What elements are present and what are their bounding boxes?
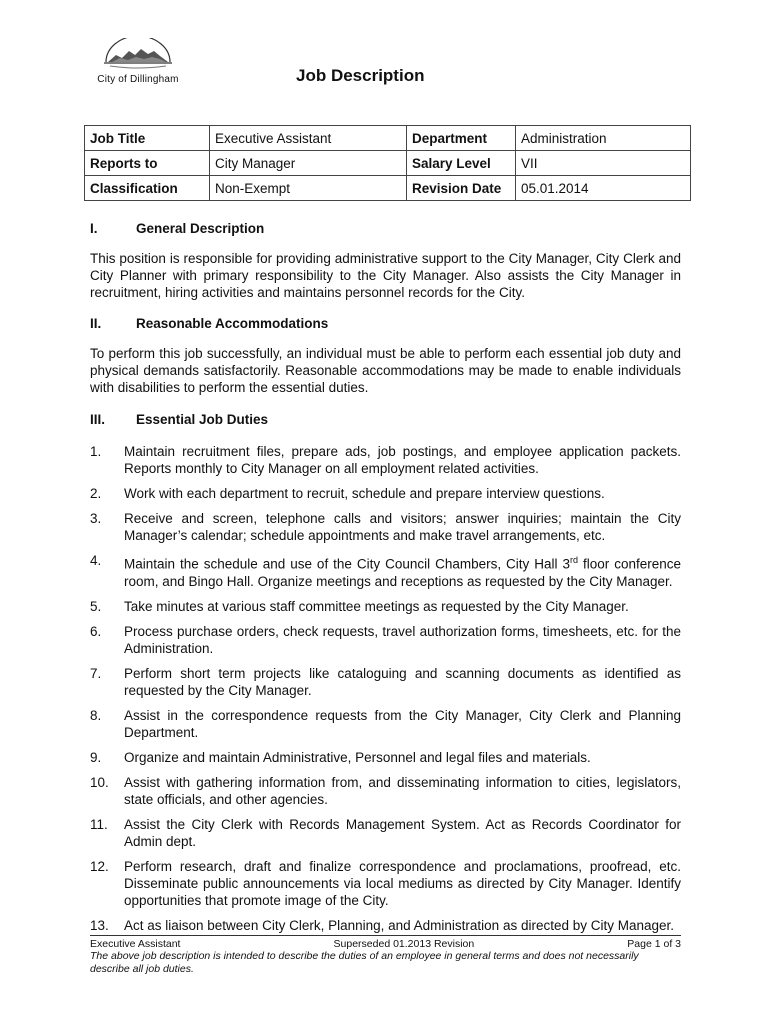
duty-number: 8.	[90, 707, 102, 723]
section-number: I.	[90, 221, 98, 236]
job-info-table	[84, 125, 691, 201]
duties-list	[90, 443, 681, 934]
department-label: Department	[407, 126, 516, 151]
department-value: Administration	[516, 126, 691, 151]
reports-to-value: City Manager	[210, 151, 407, 176]
list-item	[90, 665, 681, 699]
salary-level-value: VII	[516, 151, 691, 176]
page-footer	[90, 935, 681, 976]
duty-text: Take minutes at various staff committee meetings as requested by the City Manager.	[124, 598, 629, 614]
footer-revision: Superseded 01.2013 Revision	[333, 938, 475, 950]
duty-text: Maintain recruitment files, prepare ads, job postings, and employee application packets. Reports monthly to City Manager on all employment related activities.	[124, 444, 681, 476]
duty-number: 4.	[90, 553, 102, 568]
duty-number: 7.	[90, 665, 102, 681]
reports-to-label: Reports to	[85, 151, 210, 176]
list-item	[90, 858, 681, 909]
duty-text: Work with each department to recruit, schedule and prepare interview questions.	[124, 486, 605, 501]
revision-date-value: 05.01.2014	[516, 176, 691, 201]
section-title: General Description	[136, 221, 265, 236]
duty-number: 12.	[90, 858, 109, 874]
duty-text: Perform research, draft and finalize correspondence and proclamations, proofread, etc. Disseminate public announcements via local mediums as directed by City Manager. Identify opportunities that promote image of the City.	[124, 858, 681, 908]
page-title: Job Description	[296, 66, 425, 85]
duty-text: Assist in the correspondence requests from the City Manager, City Clerk and Planning Department.	[124, 707, 681, 740]
section-title: Reasonable Accommodations	[136, 316, 329, 331]
footer-row	[90, 938, 681, 950]
duty-number: 13.	[90, 917, 109, 933]
list-item	[90, 510, 681, 544]
duty-text: Receive and screen, telephone calls and visitors; answer inquiries; maintain the City Manager’s calendar; schedule appointments and make travel arrangements, etc.	[124, 511, 681, 543]
duty-number: 3.	[90, 511, 102, 526]
section-heading-duties	[90, 411, 681, 428]
list-item	[90, 485, 681, 502]
duty-text: Assist with gathering information from, and disseminating information to cities, legislators, state officials, and other agencies.	[124, 774, 681, 807]
classification-label: Classification	[85, 176, 210, 201]
duty-number: 1.	[90, 444, 102, 459]
footer-page-number: Page 1 of 3	[627, 938, 681, 950]
list-item	[90, 749, 681, 766]
list-item	[90, 623, 681, 657]
revision-date-label: Revision Date	[407, 176, 516, 201]
duty-text: Organize and maintain Administrative, Personnel and legal files and materials.	[124, 749, 591, 765]
table-row	[85, 151, 691, 176]
table-row	[85, 176, 691, 201]
duty-number: 11.	[90, 816, 108, 832]
duty-number: 6.	[90, 623, 102, 639]
ordinal-suffix: rd	[570, 555, 579, 565]
duty-number: 9.	[90, 749, 102, 765]
city-logo	[90, 38, 186, 85]
general-description-text: This position is responsible for providing administrative support to the City Manager, City Clerk and City Planner with primary responsibility to the City Manager. Also assists the City Manager in recruitment, hiring activities and maintains personnel records for the City.	[90, 251, 681, 300]
duty-number: 5.	[90, 598, 102, 614]
salary-level-label: Salary Level	[407, 151, 516, 176]
list-item	[90, 552, 681, 590]
city-name: City of Dillingham	[97, 74, 179, 85]
duty-number: 2.	[90, 486, 102, 501]
duty-text: Process purchase orders, check requests, travel authorization forms, timesheets, etc. for the Administration.	[124, 623, 681, 656]
duty-text: Act as liaison between City Clerk, Planning, and Administration as directed by City Manager.	[124, 917, 675, 933]
section-number: II.	[90, 316, 102, 331]
duty-text: Maintain the schedule and use of the City Council Chambers, City Hall 3rd floor conference room, and Bingo Hall. Organize meetings and receptions as requested by the City Manager.	[124, 555, 681, 589]
duty-number: 10.	[90, 774, 109, 790]
job-title-label: Job Title	[85, 126, 210, 151]
list-item	[90, 816, 681, 850]
classification-value: Non-Exempt	[210, 176, 407, 201]
city-seal-icon	[98, 38, 178, 72]
duty-text: Perform short term projects like cataloguing and scanning documents as identified as requested by the City Manager.	[124, 665, 681, 698]
document-body	[90, 220, 681, 942]
accommodations-text: To perform this job successfully, an individual must be able to perform each essential job duty and physical demands satisfactorily. Reasonable accommodations may be made to enable individuals with disabilities to perform the essential duties.	[90, 346, 681, 395]
list-item	[90, 443, 681, 477]
list-item	[90, 917, 681, 934]
duty-text: Assist the City Clerk with Records Management System. Act as Records Coordinator for Admin dept.	[124, 816, 681, 849]
footer-job-title: Executive Assistant	[90, 938, 181, 950]
section-title: Essential Job Duties	[136, 412, 269, 427]
list-item	[90, 774, 681, 808]
list-item	[90, 598, 681, 615]
footer-disclaimer: The above job description is intended to describe the duties of an employee in general terms and does not necessarily describe all job duties.	[90, 950, 639, 975]
section-number: III.	[90, 412, 106, 427]
list-item	[90, 707, 681, 741]
table-row	[85, 126, 691, 151]
job-title-value: Executive Assistant	[210, 126, 407, 151]
section-heading-accommodations	[90, 315, 681, 332]
section-heading-general	[90, 220, 681, 237]
